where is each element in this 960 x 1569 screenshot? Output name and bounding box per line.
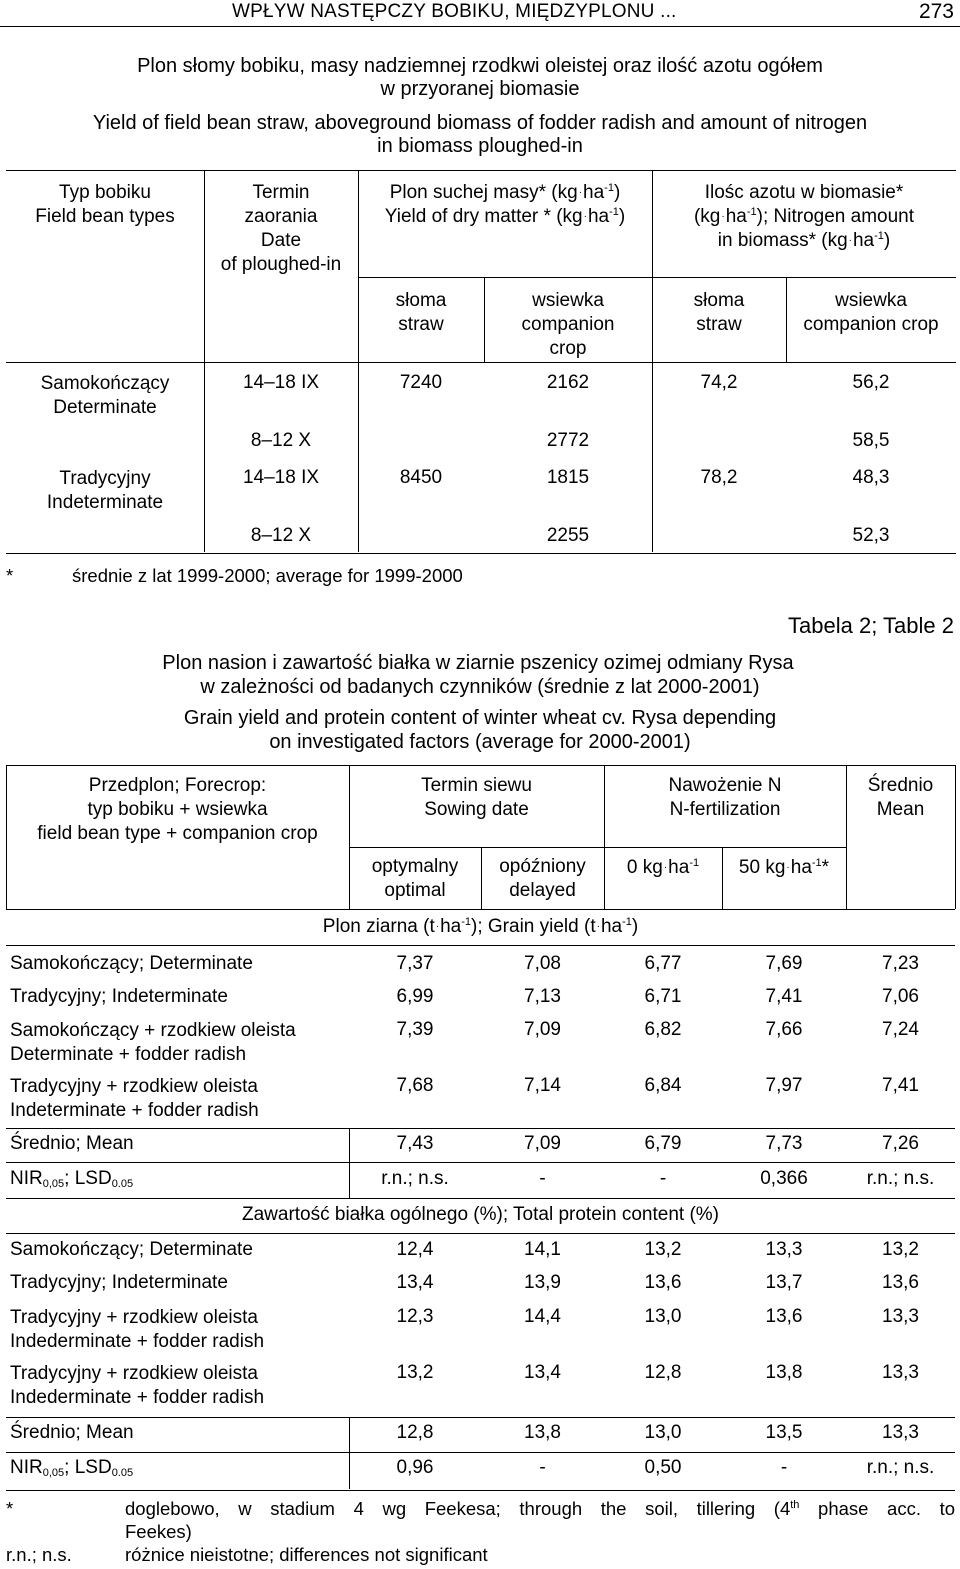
table2-title-pl-2: w zależności od badanych czynników (średnie z lat 2000-2001) <box>200 676 760 698</box>
sec1-r3-v2: 7,09 <box>524 1019 561 1040</box>
n-unit: (kg <box>693 206 721 227</box>
sec2-r4-v1: 13,2 <box>396 1362 434 1383</box>
table2-h-nfert <box>604 774 846 822</box>
dry-unit-en: ha <box>587 206 610 227</box>
table1-row1-date1: 14–18 IX <box>242 372 320 393</box>
table1-col-nitrogen: Ilośc azotu w biomasie* $(kg\cdot ha^{-1})$; Nitrogen amount in biomass* $(kg\cdot ha^{-1})$ <box>652 181 956 253</box>
table2-fn2-mark: r.n.; n.s. <box>6 1544 72 1565</box>
table1-row2-straw: 8450 <box>399 467 443 488</box>
n-unit2: ha <box>725 206 747 227</box>
sec1-r2-v4: 7,41 <box>765 986 803 1007</box>
sec2-r2-v1: 13,4 <box>396 1272 434 1293</box>
sec1-mean-v4: 7,73 <box>765 1133 803 1154</box>
sup: -1 <box>609 206 619 218</box>
table1-row2-nstraw: 78,2 <box>700 467 738 488</box>
sec2-r2-v4: 13,7 <box>765 1272 803 1293</box>
table1-row2-ncomp2: 52,3 <box>852 525 890 546</box>
fn1-sup: th <box>790 1499 800 1511</box>
table1-title-pl-line1: Plon słomy bobiku, masy nadziemnej rzodkwi oleistej oraz ilość azotu ogółem <box>137 55 823 77</box>
table1-title-en <box>0 112 960 158</box>
sec1-b: ha <box>440 916 462 937</box>
table2-hline <box>6 945 955 946</box>
table2-fn1 <box>125 1497 955 1520</box>
lsd-d: 0.05 <box>111 1178 134 1190</box>
sec1-mean-v5: 7,26 <box>882 1133 919 1154</box>
table1-title <box>0 55 960 101</box>
table2-hline <box>349 847 846 848</box>
table2-fn2: różnice nieistotne; differences not significant <box>125 1544 488 1565</box>
table2-h-n50: 50 $kg\cdot ha^{-1}*$ <box>738 857 830 878</box>
sec1-lsd-v2: - <box>539 1168 546 1189</box>
sec1-r1-v5: 7,23 <box>882 953 919 974</box>
table1-row2-ncomp1: 48,3 <box>852 467 890 488</box>
table2-h-sowing <box>349 774 604 822</box>
label-1: Tradycyjny + rzodkiew oleista <box>10 1307 258 1328</box>
sec1-d: ha <box>600 916 623 937</box>
n-text-en2: in biomass* (kg <box>717 230 848 251</box>
col-date-4: of ploughed-in <box>220 254 342 275</box>
sec1-r4-v2: 7,14 <box>524 1075 561 1096</box>
mean-2: Mean <box>876 799 925 820</box>
table2-title-en <box>0 706 960 754</box>
sec2-row2-label: Tradycyjny; Indeterminate <box>10 1272 228 1293</box>
table1-title-en-line1: Yield of field bean straw, aboveground biomass of fodder radish and amount of nitrogen <box>92 112 868 134</box>
sup: -1 <box>689 857 700 869</box>
optimal-1: optymalny <box>371 856 459 877</box>
ncomp-pl: wsiewka <box>835 290 907 311</box>
sec2-r2-v5: 13,6 <box>882 1272 919 1293</box>
lsd-a: NIR <box>10 1168 43 1189</box>
table1-col-drymatter: Plon suchej masy* $(kg\cdot ha^{-1})$ Yield of dry matter * $(kg\cdot ha^{-1})$ <box>384 182 626 227</box>
forecrop-3: field bean type + companion crop <box>37 823 318 844</box>
ncomp-en: companion crop <box>803 314 939 335</box>
sec1-row4-label <box>10 1075 350 1123</box>
sec1-mean-v1: 7,43 <box>396 1133 434 1154</box>
sec1-mean-label: Średnio; Mean <box>10 1133 134 1154</box>
table1-title-pl-line2: w przyoranej biomasie <box>380 78 580 100</box>
comp-en2: crop <box>549 338 587 359</box>
n-text-pl: Ilośc azotu w biomasie* <box>704 182 904 203</box>
table2-hline <box>6 1417 955 1418</box>
sec1-row2-label: Tradycyjny; Indeterminate <box>10 986 228 1007</box>
lsd-b: 0,05 <box>42 1467 65 1479</box>
sec2-mean-v5: 13,3 <box>882 1422 919 1443</box>
table1-sub-ncompanion <box>786 289 956 337</box>
sec2-r1-v1: 12,4 <box>396 1239 434 1260</box>
sup: -1 <box>811 857 822 869</box>
sec2-r4-v3: 12,8 <box>644 1362 682 1383</box>
sec2-r1-v2: 14,1 <box>524 1239 561 1260</box>
sec2-r3-v4: 13,6 <box>765 1306 803 1327</box>
sec1-r1-v4: 7,69 <box>765 953 803 974</box>
n50-b: ha <box>790 857 812 878</box>
sec2-r4-v2: 13,4 <box>524 1362 561 1383</box>
table2-hline <box>6 1452 955 1453</box>
sec1-r4-v4: 7,97 <box>765 1075 803 1096</box>
table1-sub-nstraw <box>652 289 786 337</box>
table1-row1-comp2: 2772 <box>546 430 590 451</box>
mean-1: Średnio <box>867 775 934 796</box>
lsd-c: ; LSD <box>64 1457 112 1478</box>
fn1-a: doglebowo, w stadium 4 wg Feekesa; through the soil, tillering (4 <box>125 1498 791 1519</box>
table2-sec2-title: Zawartość białka ogólnego (%); Total protein content (%) <box>241 1204 719 1225</box>
n50-a: 50 kg <box>738 857 786 878</box>
table2-hline <box>6 1128 955 1129</box>
sec2-mean-label: Średnio; Mean <box>10 1422 134 1443</box>
sup: -1 <box>461 916 472 928</box>
table2-title-en-2: on investigated factors (average for 2000-2001) <box>269 731 691 753</box>
sec1-lsd-label <box>10 1168 133 1190</box>
type-en: Indeterminate <box>46 492 164 513</box>
sec1-lsd-v4: 0,366 <box>760 1168 808 1189</box>
sec1-c: ); Grain yield (t <box>471 916 596 937</box>
table1-row2-comp1: 1815 <box>546 467 590 488</box>
sec2-row4-label <box>10 1362 350 1410</box>
sec2-r3-v3: 13,0 <box>644 1306 682 1327</box>
sec1-r2-v3: 6,71 <box>644 986 682 1007</box>
table1-row1-comp1: 2162 <box>546 372 590 393</box>
sup: -1 <box>874 230 884 242</box>
sec2-lsd-v4: - <box>780 1457 788 1478</box>
type-pl: Tradycyjny <box>59 468 151 489</box>
sec1-r1-v3: 6,77 <box>644 953 682 974</box>
sec2-r1-v5: 13,2 <box>882 1239 919 1260</box>
lsd-a: NIR <box>10 1457 43 1478</box>
table1-row1-nstraw: 74,2 <box>700 372 738 393</box>
comp-pl: wsiewka <box>532 290 604 311</box>
sec1-r4-v3: 6,84 <box>644 1075 682 1096</box>
sec1-r4-v5: 7,41 <box>882 1075 919 1096</box>
sup: -1 <box>746 206 757 218</box>
sec2-row3-label <box>10 1306 350 1354</box>
sec1-r2-v5: 7,06 <box>882 986 919 1007</box>
sec2-mean-v2: 13,8 <box>524 1422 561 1443</box>
sec1-r3-v3: 6,82 <box>644 1019 682 1040</box>
comp-en1: companion <box>521 314 615 335</box>
sec1-r3-v4: 7,66 <box>765 1019 803 1040</box>
table2-fn1-mark: * <box>6 1498 14 1519</box>
nfert-2: N-fertilization <box>669 799 781 820</box>
n-text-en: ); Nitrogen amount <box>756 206 915 227</box>
sec1-r2-v2: 7,13 <box>524 986 561 1007</box>
sec1-r3-v1: 7,39 <box>396 1019 434 1040</box>
page-number: 273 <box>918 0 954 23</box>
col-type-en: Field bean types <box>35 206 175 227</box>
col-date-1: Termin <box>252 182 310 203</box>
sec2-r3-v1: 12,3 <box>396 1306 434 1327</box>
lsd-c: ; LSD <box>64 1168 112 1189</box>
table1-row2-date1: 14–18 IX <box>242 467 320 488</box>
sec1-e: ) <box>631 916 639 937</box>
dry-unit: ha <box>583 182 605 203</box>
sec2-r1-v3: 13,2 <box>644 1239 682 1260</box>
table2-title-pl-1: Plon nasion i zawartość białka w ziarnie pszenicy ozimej odmiany Rysa <box>162 652 794 674</box>
label-1: Tradycyjny + rzodkiew oleista <box>10 1363 258 1384</box>
n0-b: ha <box>668 857 690 878</box>
table2-title-en-1: Grain yield and protein content of winter wheat cv. Rysa depending <box>183 707 777 729</box>
sec2-r4-v5: 13,3 <box>882 1362 919 1383</box>
table1-col-type <box>6 181 204 229</box>
table2-hline <box>6 1233 955 1234</box>
table2-hline <box>6 1198 955 1199</box>
sec2-mean-v3: 13,0 <box>644 1422 682 1443</box>
label-2: Indederminate + fodder radish <box>10 1387 265 1408</box>
table2-h-n0: 0 $kg\cdot ha^{-1}$ <box>626 857 700 878</box>
forecrop-2: typ bobiku + wsiewka <box>87 799 268 820</box>
table1-footnote-mark: * <box>6 565 14 586</box>
type-pl: Samokończący <box>40 373 170 394</box>
delayed-2: delayed <box>509 880 576 901</box>
table1-row1-straw: 7240 <box>399 372 443 393</box>
n50-c: * <box>821 857 830 878</box>
sec2-r3-v2: 14,4 <box>524 1306 561 1327</box>
label-2: Determinate + fodder radish <box>10 1044 247 1065</box>
table1-row2-date2: 8–12 X <box>250 525 312 546</box>
table1-row1-ncomp2: 58,5 <box>852 430 890 451</box>
straw-en: straw <box>398 314 444 335</box>
table2-vline <box>955 765 956 909</box>
sec2-r2-v2: 13,9 <box>524 1272 561 1293</box>
sec1-lsd-v3: - <box>659 1168 667 1189</box>
sec1-row1-label: Samokończący; Determinate <box>10 953 253 974</box>
sec1-mean-v2: 7,09 <box>524 1133 561 1154</box>
sec1-row3-label <box>10 1019 350 1067</box>
table2-title <box>0 651 960 699</box>
table1-row2-type <box>6 467 204 515</box>
n-unit3: ha <box>852 230 875 251</box>
sec1-mean-v3: 6,79 <box>644 1133 682 1154</box>
running-header <box>0 0 960 27</box>
col-date-2: zaorania <box>244 206 318 227</box>
label-1: Tradycyjny + rzodkiew oleista <box>10 1076 258 1097</box>
sec1-r1-v1: 7,37 <box>396 953 434 974</box>
table1-row1-type <box>6 372 204 420</box>
type-en: Determinate <box>53 397 157 418</box>
table2-h-optimal <box>349 855 481 903</box>
forecrop-1: Przedplon; Forecrop: <box>88 775 267 796</box>
n0-a: 0 kg <box>626 857 663 878</box>
label-2: Indederminate + fodder radish <box>10 1331 265 1352</box>
sec2-lsd-label <box>10 1457 133 1479</box>
sec2-mean-v1: 12,8 <box>396 1422 434 1443</box>
table1-title-en-line2: in biomass ploughed-in <box>377 135 583 157</box>
sec1-r2-v1: 6,99 <box>396 986 434 1007</box>
table1-hline <box>6 362 956 363</box>
dry-text-en: Yield of dry matter * (kg <box>384 206 583 227</box>
label-1: Samokończący + rzodkiew oleista <box>10 1020 296 1041</box>
sec2-lsd-v5: r.n.; n.s. <box>866 1457 935 1478</box>
sec2-mean-v4: 13,5 <box>765 1422 803 1443</box>
sec1-r1-v2: 7,08 <box>524 953 561 974</box>
nstraw-en: straw <box>696 314 742 335</box>
sec1-a: Plon ziarna (t <box>322 916 435 937</box>
delayed-1: opóźniony <box>499 856 586 877</box>
table1 <box>6 170 956 554</box>
running-head: WPŁYW NASTĘPCZY BOBIKU, MIĘDZYPLONU ... <box>232 1 677 22</box>
col-date-3: Date <box>260 230 302 251</box>
lsd-d: 0.05 <box>111 1467 134 1479</box>
label-2: Indeterminate + fodder radish <box>10 1100 259 1121</box>
sec2-r4-v4: 13,8 <box>765 1362 803 1383</box>
col-type-pl: Typ bobiku <box>59 182 151 203</box>
sec2-row1-label: Samokończący; Determinate <box>10 1239 253 1260</box>
sec1-r4-v1: 7,68 <box>396 1075 434 1096</box>
sec2-r1-v4: 13,3 <box>765 1239 803 1260</box>
table2-fn1-cont: Feekes) <box>125 1521 192 1542</box>
table2 <box>6 765 956 1490</box>
sec2-lsd-v1: 0,96 <box>396 1457 434 1478</box>
lsd-b: 0,05 <box>42 1178 65 1190</box>
table2-h-mean <box>846 774 955 822</box>
nstraw-pl: słoma <box>693 290 745 311</box>
table2-h-forecrop <box>6 774 349 846</box>
table2-h-delayed <box>481 855 604 903</box>
sec1-lsd-v5: r.n.; n.s. <box>866 1168 935 1189</box>
sec1-r3-v5: 7,24 <box>882 1019 919 1040</box>
sec1-lsd-v1: r.n.; n.s. <box>381 1168 449 1189</box>
table1-row1-date2: 8–12 X <box>250 430 312 451</box>
nfert-1: Nawożenie N <box>668 775 782 796</box>
sup: -1 <box>622 916 632 928</box>
optimal-2: optimal <box>384 880 446 901</box>
dry-text: Plon suchej masy* (kg <box>389 182 578 203</box>
table1-sub-companion <box>484 289 652 361</box>
sec2-lsd-v2: - <box>539 1457 546 1478</box>
sec2-r3-v5: 13,3 <box>882 1306 919 1327</box>
table1-row2-comp2: 2255 <box>546 525 590 546</box>
table1-sub-straw <box>358 289 484 337</box>
table2-label: Tabela 2; Table 2 <box>788 613 954 638</box>
table1-footnote: średnie z lat 1999-2000; average for 1999-2000 <box>72 565 463 586</box>
sec2-r2-v3: 13,6 <box>644 1272 682 1293</box>
sowing-2: Sowing date <box>424 799 529 820</box>
table2-sec1-title: Plon ziarna $(t\cdot ha^{-1})$; Grain yield $(t\cdot ha^{-1})$ <box>322 916 639 937</box>
table1-hline <box>358 277 956 278</box>
table1-row1-ncomp1: 56,2 <box>852 372 890 393</box>
fn1-b: phase acc. to <box>799 1498 956 1519</box>
table1-col-date <box>204 181 358 277</box>
table2-hline <box>6 909 955 910</box>
table2-hline <box>6 1162 955 1163</box>
sec2-lsd-v3: 0,50 <box>644 1457 682 1478</box>
sup: -1 <box>604 182 614 194</box>
straw-pl: słoma <box>395 290 447 311</box>
sowing-1: Termin siewu <box>421 775 532 796</box>
